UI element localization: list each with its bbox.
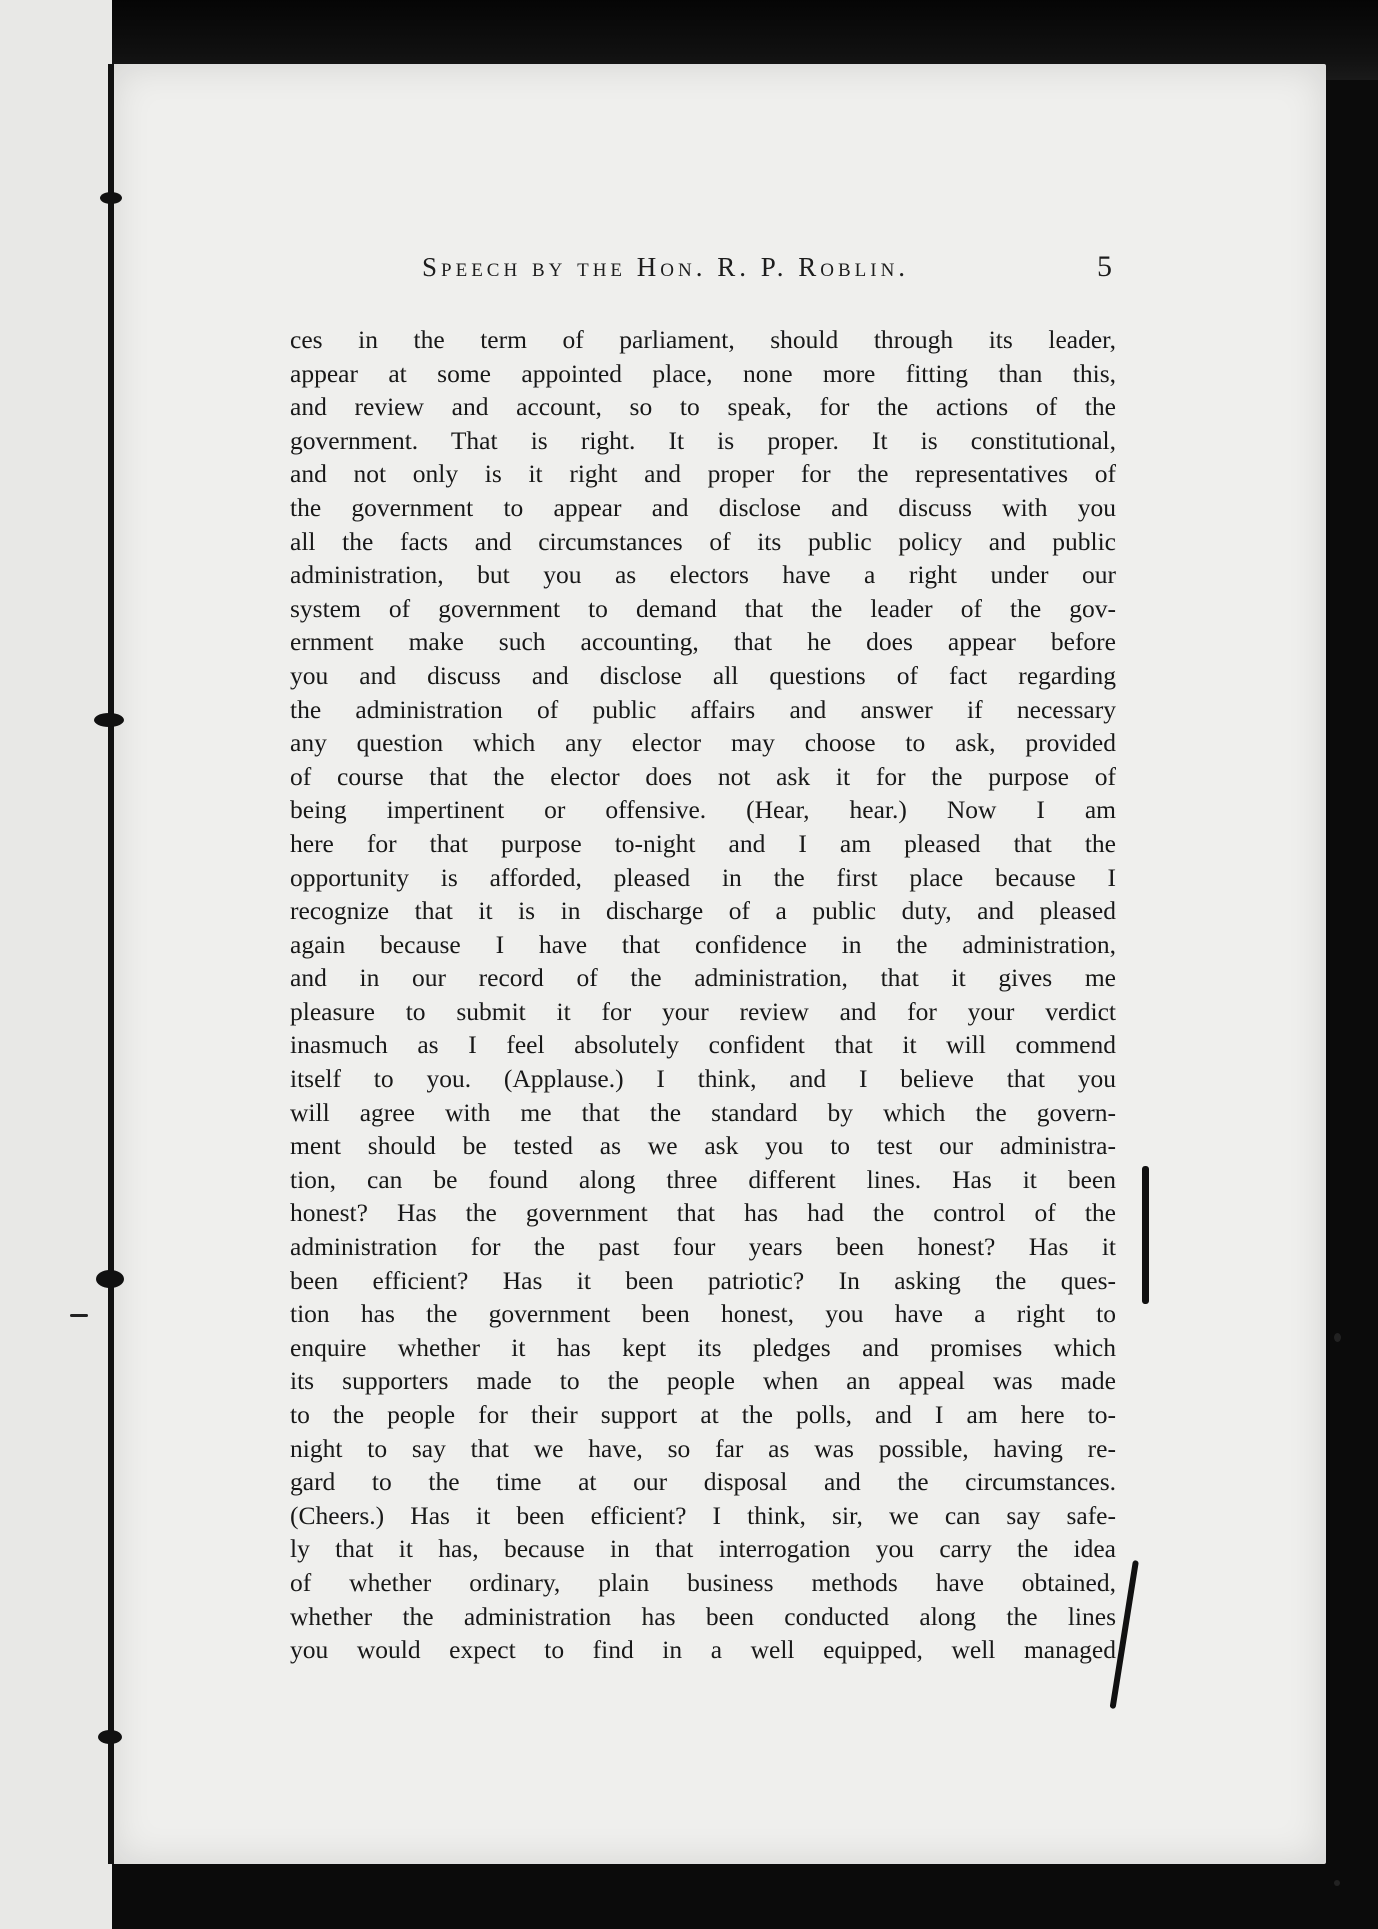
text-line: government. That is right. It is proper. It is constitutional, (290, 425, 1116, 455)
text-line: itself to you. (Applause.) I think, and I believe that you (290, 1064, 1116, 1094)
binding-mark (96, 1270, 124, 1288)
page-number: 5 (1097, 250, 1112, 283)
text-line: enquire whether it has kept its pledges and promises which (290, 1332, 1116, 1362)
text-line: will agree with me that the standard by which the govern- (290, 1097, 1116, 1127)
scan-speck (70, 1314, 88, 1317)
binding-mark (94, 713, 124, 727)
text-line: to the people for their support at the polls, and I am here to- (290, 1400, 1116, 1429)
text-line: here for that purpose to-night and I am pleased that the (290, 828, 1116, 858)
text-line: (Cheers.) Has it been efficient? I think, sir, we can say safe- (290, 1500, 1116, 1530)
text-line: being impertinent or offensive. (Hear, hear.) Now I am (290, 795, 1116, 825)
text-line: recognize that it is in discharge of a public duty, and pleased (290, 896, 1116, 926)
text-line: ces in the term of parliament, should through its leader, (290, 325, 1116, 354)
text-line: gard to the time at our disposal and the circumstances. (290, 1467, 1116, 1497)
body-text (290, 323, 1116, 1667)
scan-speck (1334, 1333, 1341, 1342)
scan-speck (1334, 1880, 1340, 1886)
text-line: you would expect to find in a well equipped, well managed (290, 1635, 1116, 1665)
text-line: its supporters made to the people when an appeal was made (290, 1366, 1116, 1396)
text-line: been efficient? Has it been patriotic? In asking the ques- (290, 1265, 1116, 1295)
text-line: appear at some appointed place, none more fitting than this, (290, 358, 1116, 388)
text-line: honest? Has the government that has had the control of the (290, 1198, 1116, 1228)
text-line: administration for the past four years been honest? Has it (290, 1232, 1116, 1262)
text-line: the government to appear and disclose and discuss with you (290, 492, 1116, 522)
margin-mark (1142, 1166, 1149, 1304)
running-header (422, 250, 1112, 284)
text-line: administration, but you as electors have a right under our (290, 560, 1116, 590)
text-line: and not only is it right and proper for the representatives of (290, 459, 1116, 489)
text-line: again because I have that confidence in the administration, (290, 929, 1116, 959)
text-line: and in our record of the administration, that it gives me (290, 963, 1116, 993)
text-line: of whether ordinary, plain business methods have obtained, (290, 1567, 1116, 1597)
text-line: and review and account, so to speak, for the actions of the (290, 392, 1116, 422)
text-line: opportunity is afforded, pleased in the first place because I (290, 862, 1116, 892)
binding-mark (100, 192, 122, 204)
text-line: of course that the elector does not ask it for the purpose of (290, 761, 1116, 791)
text-line: ment should be tested as we ask you to test our administra- (290, 1131, 1116, 1161)
text-line: night to say that we have, so far as was possible, having re- (290, 1433, 1116, 1463)
text-line: tion has the government been honest, you have a right to (290, 1299, 1116, 1329)
text-line: any question which any elector may choose to ask, provided (290, 728, 1116, 758)
binding-mark (98, 1730, 122, 1744)
text-line: ly that it has, because in that interrogation you carry the idea (290, 1534, 1116, 1564)
text-line: whether the administration has been conducted along the lines (290, 1601, 1116, 1631)
facing-page-strip (0, 0, 112, 1929)
running-title: Speech by the Hon. R. P. Roblin. (422, 252, 910, 282)
text-line: the administration of public affairs and answer if necessary (290, 694, 1116, 724)
text-line: ernment make such accounting, that he does appear before (290, 627, 1116, 657)
text-line: you and discuss and disclose all questions of fact regarding (290, 660, 1116, 690)
text-line: inasmuch as I feel absolutely confident that it will commend (290, 1030, 1116, 1060)
text-line: pleasure to submit it for your review and for your verdict (290, 996, 1116, 1026)
text-line: system of government to demand that the leader of the gov- (290, 593, 1116, 623)
binding-gutter-line (108, 64, 114, 1864)
text-line: all the facts and circumstances of its public policy and public (290, 526, 1116, 556)
text-line: tion, can be found along three different lines. Has it been (290, 1164, 1116, 1194)
